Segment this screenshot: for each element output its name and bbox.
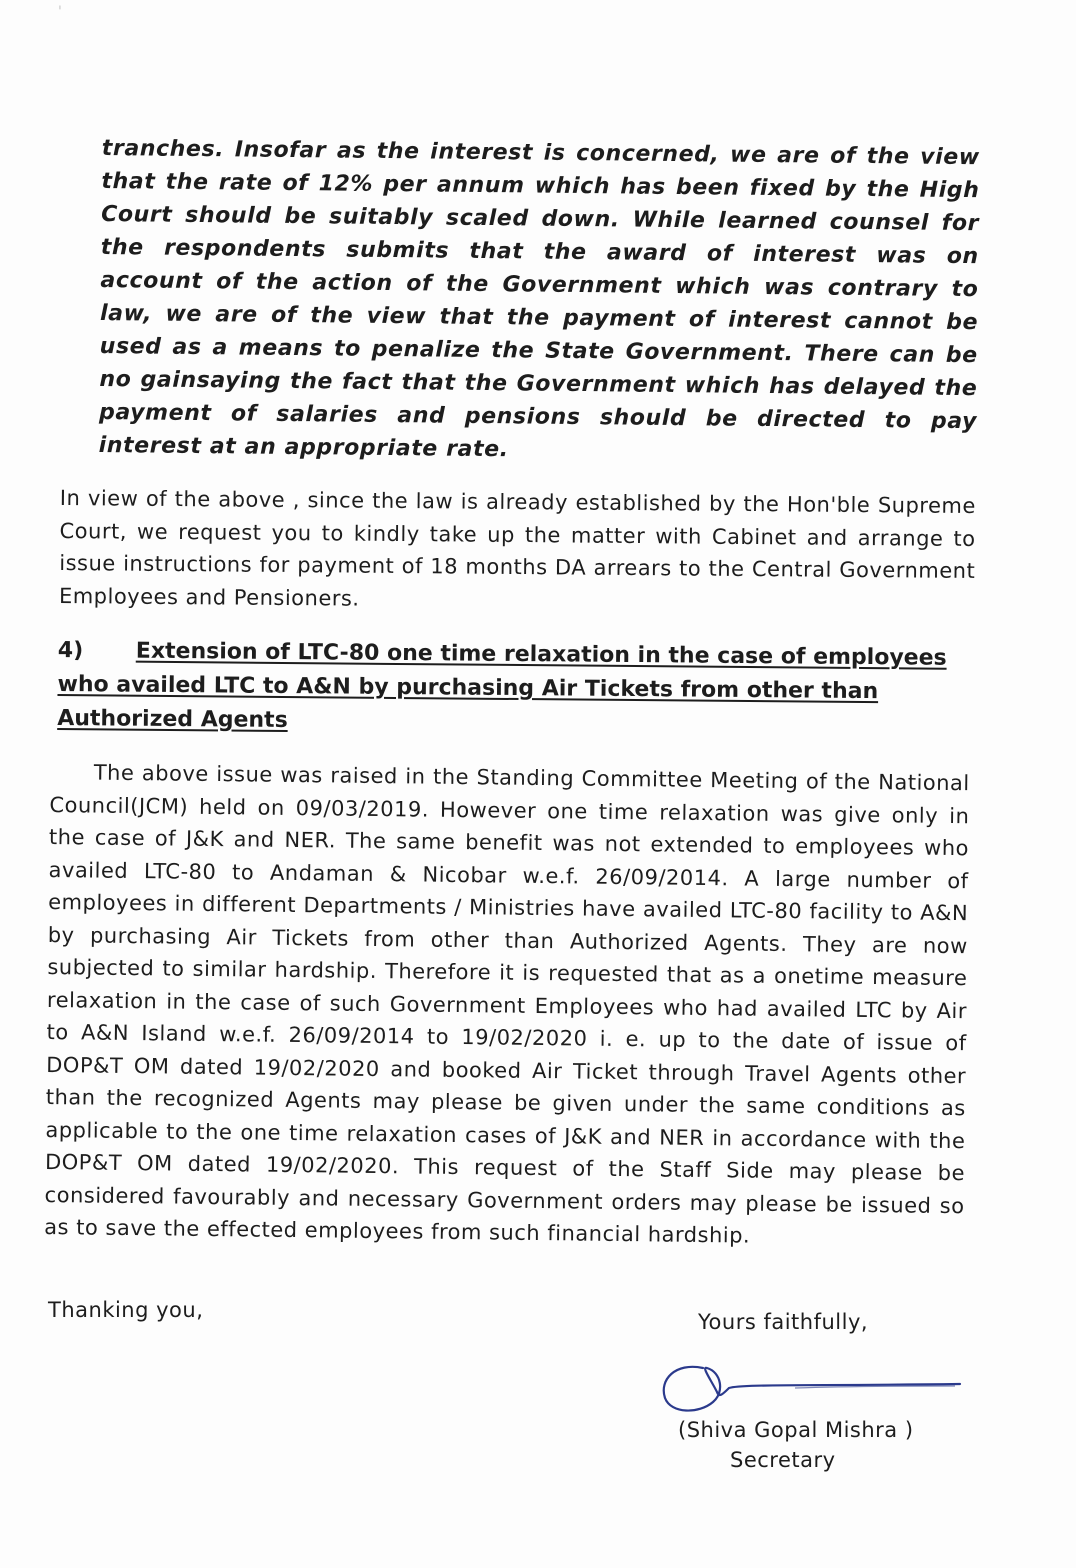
supreme-court-quote: tranches. Insofar as the interest is concerned, we are of the view that the rate of 12% per annum which has been fixed by the High Court should be suitably scaled down. While learned counsel for the respondents submits that the award of interest was on account of the action of the Government which was contrary to law, we are of the view that the payment of interest cannot be used as a means to penalize the State Government. There can be no gainsaying the fact that the Government which has delayed the payment of salaries and pensions should be directed to pay interest at an appropriate rate. [98,135,980,463]
section-number: 4) [57,637,84,664]
handwritten-signature [655,1358,965,1422]
closing-thanks: Thanking you, [48,1298,204,1322]
signatory-title: Secretary [730,1448,836,1472]
signatory-name: (Shiva Gopal Mishra ) [678,1418,914,1442]
closing-yours-faithfully: Yours faithfully, [698,1310,869,1334]
section-4-body: The above issue was raised in the Standing Committee Meeting of the National Council(JCM) held on 09/03/2019. However one time relaxation was give only in the case of J&K and NER. The same benefit was not extended to employees who availed LTC-80 to Andaman & Nicobar w.e.f. 26/09/2014. A large number of employees in different Departments / Ministries have availed LTC-80 facility to A&N by purchasing Air Tickets from other than Authorized Agents. They are now subjected to similar hardship. Therefore it is requested that as a onetime measure relaxation in the case of such Government Employees who had availed LTC by Air to A&N Island w.e.f. 26/09/2014 to 19/02/2020 i. e. up to the date of issue of DOP&T OM dated 19/02/2020 and booked Air Ticket through Travel Agents other than the recognized Agents may please be given under the same conditions as applicable to the one time relaxation cases of J&K and NER in accordance with the DOP&T OM dated 19/02/2020. This request of the Staff Side may please be considered favourably and necessary Government orders may please be issued so as to save the effected employees from such financial hardship. [44,760,970,1248]
scan-mark: ' [58,4,62,20]
section-4-heading [57,634,974,744]
section-title: Extension of LTC-80 one time relaxation in the case of employees who availed LTC to A&N by purchasing Air Tickets from other than Authorized Agents [57,638,947,734]
request-paragraph: In view of the above , since the law is already established by the Hon'ble Supreme Court, we request you to kindly take up the matter with Cabinet and arrange to issue instructions for payment of 18 months DA arrears to the Central Government Employees and Pensioners. [58,485,976,611]
